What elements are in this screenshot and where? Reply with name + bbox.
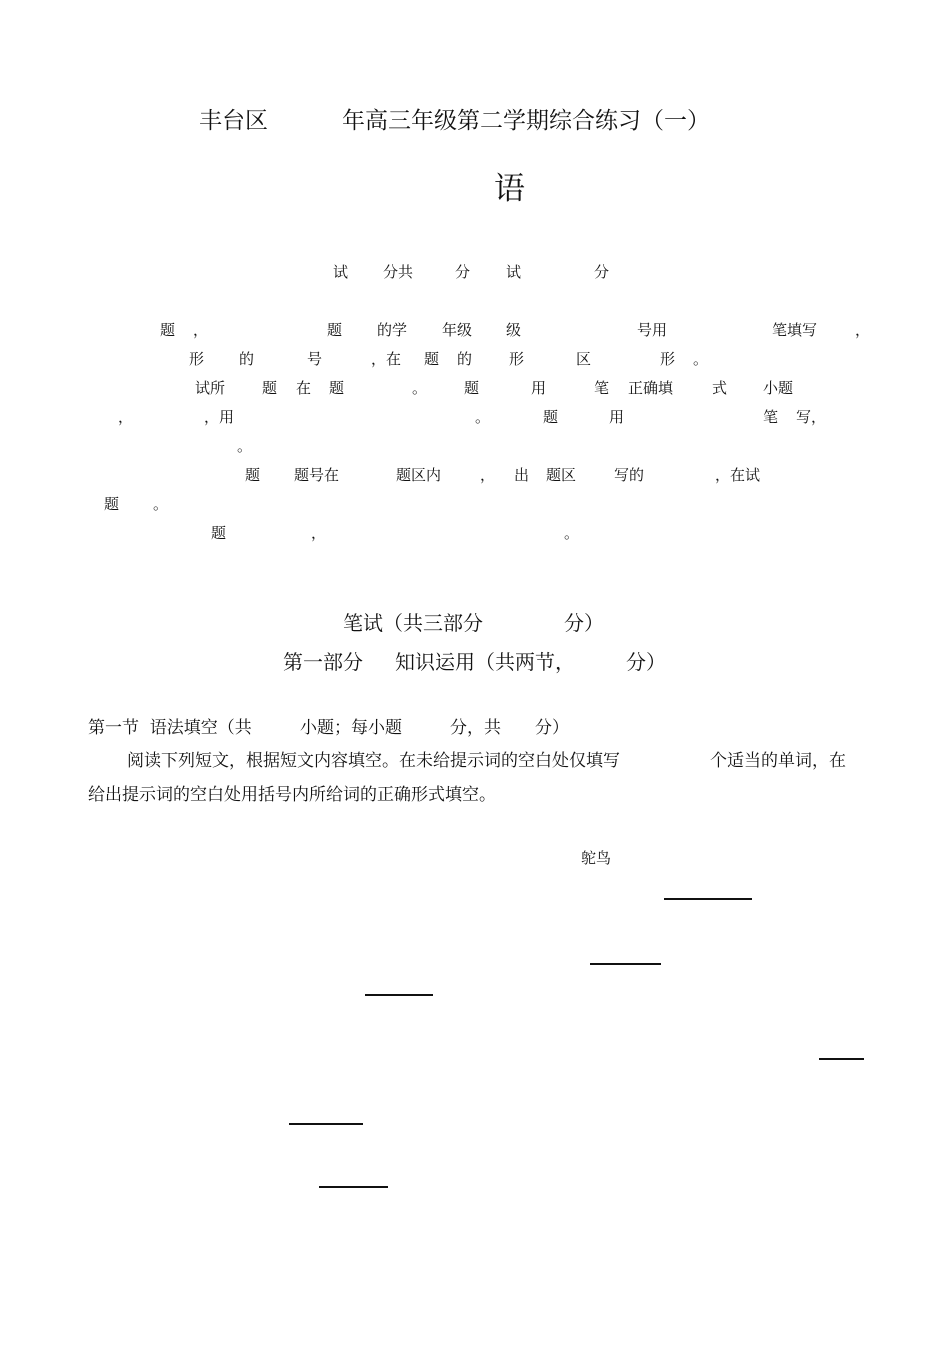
section-one-heading-part: 分） bbox=[535, 718, 569, 738]
exam-info-item: 分 bbox=[455, 263, 471, 281]
title-district: 丰台区 bbox=[199, 108, 268, 134]
part-one-label: 第一部分 bbox=[283, 650, 363, 674]
exam-info-item: 试 bbox=[506, 263, 522, 281]
instruction-fragment: ， bbox=[193, 321, 209, 339]
instruction-fragment: 题 bbox=[543, 408, 559, 426]
exam-info-item: 试 bbox=[333, 263, 349, 281]
exam-info-item: 分共 bbox=[383, 263, 414, 281]
instruction-fragment: 题号在 bbox=[294, 466, 340, 484]
instruction-fragment: 号 bbox=[307, 350, 323, 368]
answer-blank[interactable] bbox=[664, 898, 752, 900]
instruction-fragment: 题 bbox=[424, 350, 440, 368]
instruction-fragment: 用 bbox=[531, 379, 547, 397]
written-test-heading-end: 分） bbox=[564, 611, 604, 635]
instruction-fragment: 题 bbox=[104, 495, 120, 513]
instruction-fragment: 级 bbox=[506, 321, 522, 339]
instruction-fragment: 形 bbox=[189, 350, 205, 368]
instruction-fragment: 题 bbox=[329, 379, 345, 397]
instruction-fragment: 号用 bbox=[637, 321, 668, 339]
subject-title: 语 bbox=[494, 171, 525, 207]
part-one-title-end: 分） bbox=[626, 650, 666, 674]
directions-text: 给出提示词的空白处用括号内所给词的正确形式填空。 bbox=[88, 785, 496, 805]
instruction-fragment: 题区内 bbox=[396, 466, 442, 484]
section-one-heading-part: 分，共 bbox=[450, 718, 501, 738]
instruction-fragment: 题区 bbox=[546, 466, 577, 484]
instruction-fragment: 区 bbox=[576, 350, 592, 368]
part-one-title: 知识运用（共两节， bbox=[395, 650, 575, 674]
instruction-fragment: 小题 bbox=[763, 379, 794, 397]
instruction-fragment: 用 bbox=[609, 408, 625, 426]
instruction-fragment: 。 bbox=[564, 524, 580, 542]
directions-text: 阅读下列短文，根据短文内容填空。在未给提示词的空白处仅填写 bbox=[127, 751, 620, 771]
instruction-fragment: ，在试 bbox=[715, 466, 761, 484]
instruction-fragment: 。 bbox=[237, 437, 253, 455]
instruction-fragment: 笔填写 bbox=[772, 321, 818, 339]
instruction-fragment: 写， bbox=[796, 408, 827, 426]
instruction-fragment: 笔 bbox=[763, 408, 779, 426]
answer-blank[interactable] bbox=[319, 1186, 388, 1188]
instruction-fragment: 。 bbox=[693, 350, 709, 368]
section-one-heading-part: 小题；每小题 bbox=[300, 718, 402, 738]
instruction-fragment: 。 bbox=[412, 379, 428, 397]
instruction-fragment: 形 bbox=[660, 350, 676, 368]
instruction-fragment: 题 bbox=[327, 321, 343, 339]
instruction-fragment: ， bbox=[311, 524, 327, 542]
instruction-fragment: ， bbox=[118, 408, 134, 426]
instruction-fragment: ，用 bbox=[204, 408, 235, 426]
instruction-fragment: 题 bbox=[262, 379, 278, 397]
answer-blank[interactable] bbox=[289, 1123, 363, 1125]
instruction-fragment: 题 bbox=[160, 321, 176, 339]
instruction-fragment: ， bbox=[480, 466, 496, 484]
title-exam-name: 年高三年级第二学期综合练习（一） bbox=[342, 108, 710, 134]
answer-blank[interactable] bbox=[590, 963, 661, 965]
instruction-fragment: 题 bbox=[211, 524, 227, 542]
instruction-fragment: 题 bbox=[245, 466, 261, 484]
answer-blank[interactable] bbox=[819, 1058, 864, 1060]
passage-title: 鸵鸟 bbox=[581, 849, 612, 867]
instruction-fragment: 形 bbox=[509, 350, 525, 368]
answer-blank[interactable] bbox=[365, 994, 433, 996]
instruction-fragment: ，在 bbox=[371, 350, 402, 368]
instruction-fragment: 。 bbox=[153, 495, 169, 513]
instruction-fragment: 写的 bbox=[614, 466, 645, 484]
instruction-fragment: 。 bbox=[475, 408, 491, 426]
exam-info-item: 分 bbox=[594, 263, 610, 281]
section-one-heading: 第一节 语法填空（共 bbox=[88, 718, 252, 738]
instruction-fragment: 年级 bbox=[442, 321, 473, 339]
directions-text: 个适当的单词，在 bbox=[710, 751, 846, 771]
instruction-fragment: 出 bbox=[514, 466, 530, 484]
instruction-fragment: 在 bbox=[296, 379, 312, 397]
instruction-fragment: 式 bbox=[712, 379, 728, 397]
instruction-fragment: 试所 bbox=[195, 379, 226, 397]
instruction-fragment: 的 bbox=[457, 350, 473, 368]
instruction-fragment: 笔 bbox=[594, 379, 610, 397]
instruction-fragment: ， bbox=[855, 321, 871, 339]
instruction-fragment: 正确填 bbox=[628, 379, 674, 397]
instruction-fragment: 的学 bbox=[377, 321, 408, 339]
written-test-heading: 笔试（共三部分 bbox=[343, 611, 483, 635]
instruction-fragment: 的 bbox=[239, 350, 255, 368]
instruction-fragment: 题 bbox=[464, 379, 480, 397]
